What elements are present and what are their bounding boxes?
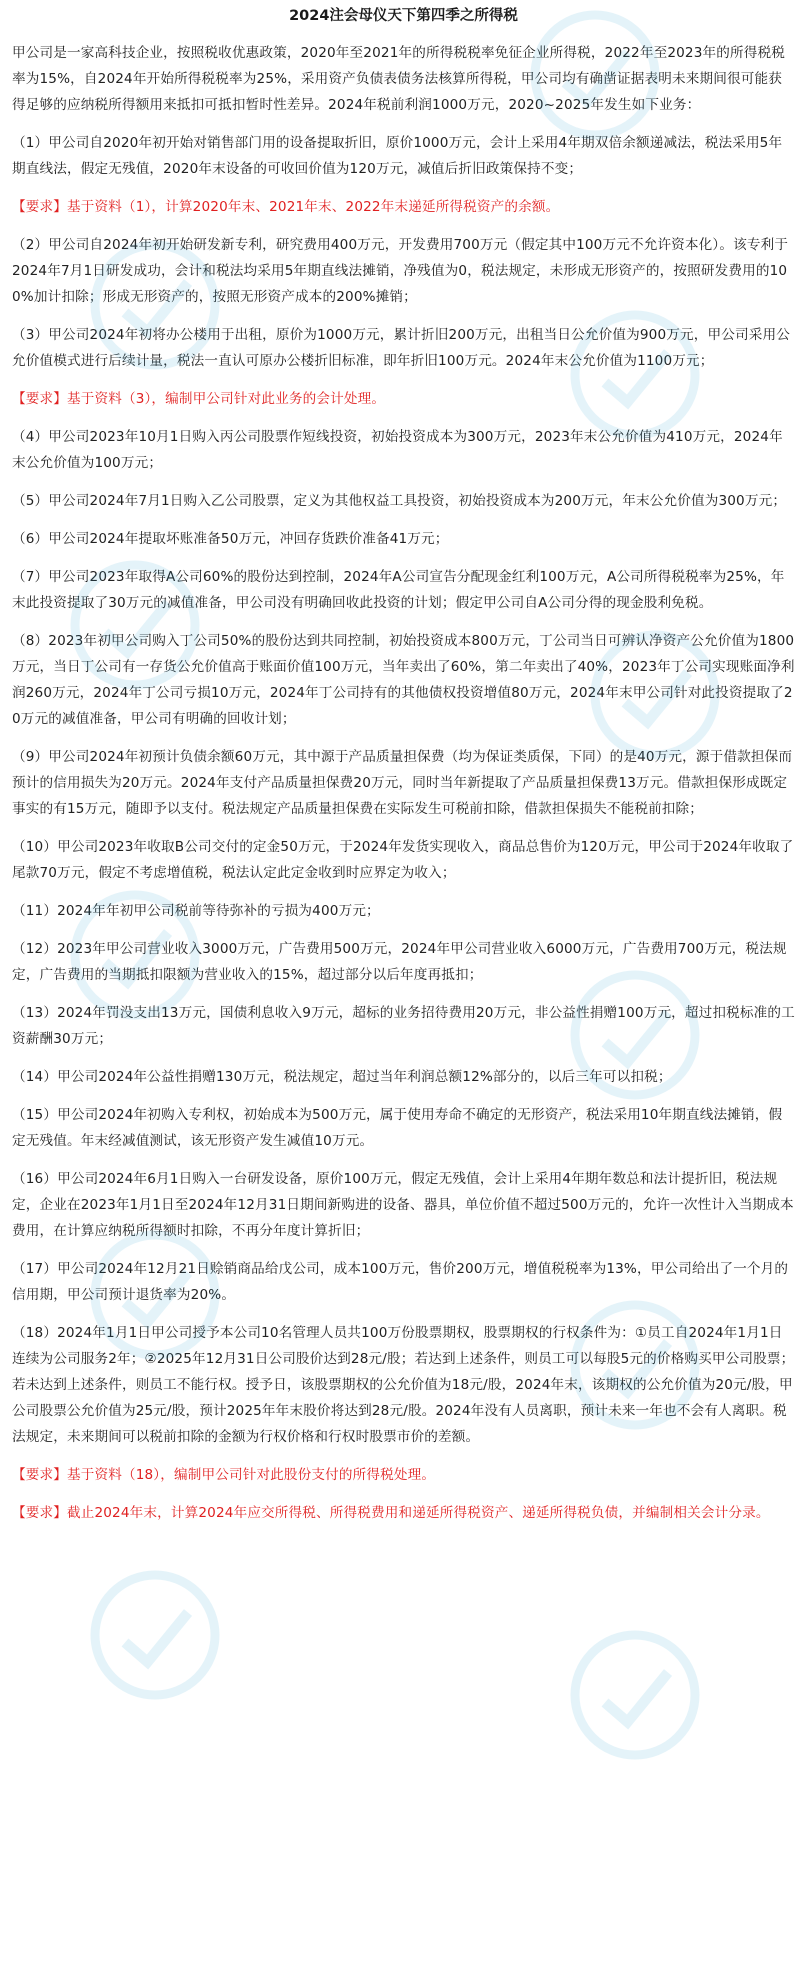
item-2: （2）甲公司自2024年初开始研发新专利，研究费用400万元，开发费用700万元（假定其中100万元不允许资本化）。该专利于2024年7月1日研发成功，会计和税法均采用5年期直线法摊销，净残值为0，税法规定，未形成无形资产的，按照研发费用的100%加计扣除；形成无形资产的，按照无形资产成本的200%摊销；	[12, 237, 789, 305]
item-10: （10）甲公司2023年收取B公司交付的定金50万元，于2024年发货实现收入，商品总售价为120万元，甲公司于2024年收取了尾款70万元，假定不考虑增值税，税法认定此定金收到时应界定为收入；	[12, 839, 794, 881]
item-16: （16）甲公司2024年6月1日购入一台研发设备，原价100万元，假定无残值，会计上采用4年期年数总和法计提折旧，税法规定，企业在2023年1月1日至2024年12月31日期间新购进的设备、器具，单位价值不超过500万元的，允许一次性计入当期成本费用，在计算应纳税所得额时扣除，不再分年度计算折旧；	[12, 1171, 794, 1239]
items-list	[12, 130, 795, 1526]
requirement-1: 【要求】基于资料（1），计算2020年末、2021年末、2022年末递延所得税资产的余额。	[12, 199, 560, 215]
item-11: （11）2024年年初甲公司税前等待弥补的亏损为400万元；	[12, 903, 380, 919]
item-9: （9）甲公司2024年初预计负债余额60万元，其中源于产品质量担保费（均为保证类质保，下同）的是40万元，源于借款担保而预计的信用损失为20万元。2024年支付产品质量担保费20万元，同时当年新提取了产品质量担保费13万元。借款担保形成既定事实的有15万元，随即予以支付。税法规定产品质量担保费在实际发生可税前扣除，借款担保损失不能税前扣除；	[12, 749, 793, 817]
requirement-3: 【要求】基于资料（3），编制甲公司针对此业务的会计处理。	[12, 391, 386, 407]
item-17: （17）甲公司2024年12月21日赊销商品给戊公司，成本100万元，售价200万元，增值税税率为13%，甲公司给出了一个月的信用期，甲公司预计退货率为20%。	[12, 1261, 789, 1303]
watermark-logo	[80, 1560, 230, 1710]
intro-paragraph: 甲公司是一家高科技企业，按照税收优惠政策，2020年至2021年的所得税税率免征企业所得税，2022年至2023年的所得税税率为15%，自2024年开始所得税税率为25%，采用资产负债表债务法核算所得税，甲公司均有确凿证据表明未来期间很可能获得足够的应纳税所得额用来抵扣可抵扣暂时性差异。2024年税前利润1000万元，2020~2025年发生如下业务：	[12, 45, 785, 113]
item-6: （6）甲公司2024年提取坏账准备50万元，冲回存货跌价准备41万元；	[12, 531, 449, 547]
item-4: （4）甲公司2023年10月1日购入丙公司股票作短线投资，初始投资成本为300万元，2023年末公允价值为410万元，2024年末公允价值为100万元；	[12, 429, 783, 471]
watermark-logo	[560, 1620, 710, 1770]
item-15: （15）甲公司2024年初购入专利权，初始成本为500万元，属于使用寿命不确定的无形资产，税法采用10年期直线法摊销，假定无残值。年末经减值测试，该无形资产发生减值10万元。	[12, 1107, 783, 1149]
item-3: （3）甲公司2024年初将办公楼用于出租，原价为1000万元，累计折旧200万元，出租当日公允价值为900万元，甲公司采用公允价值模式进行后续计量，税法一直认可原办公楼折旧标准，即年折旧100万元。2024年末公允价值为1100万元；	[12, 327, 790, 369]
item-5: （5）甲公司2024年7月1日购入乙公司股票，定义为其他权益工具投资，初始投资成本为200万元，年末公允价值为300万元；	[12, 493, 787, 509]
item-8: （8）2023年初甲公司购入丁公司50%的股份达到共同控制，初始投资成本800万元，丁公司当日可辨认净资产公允价值为1800万元，当日丁公司有一存货公允价值高于账面价值100万元，当年卖出了60%，第二年卖出了40%，2023年丁公司实现账面净利润260万元，2024年丁公司亏损10万元，2024年丁公司持有的其他债权投资增值80万元，2024年末甲公司针对此投资提取了20万元的减值准备，甲公司有明确的回收计划；	[12, 633, 795, 727]
item-1: （1）甲公司自2020年初开始对销售部门用的设备提取折旧，原价1000万元，会计上采用4年期双倍余额递减法，税法采用5年期直线法，假定无残值，2020年末设备的可收回价值为120万元，减值后折旧政策保持不变；	[12, 135, 783, 177]
item-18: （18）2024年1月1日甲公司授予本公司10名管理人员共100万份股票期权，股票期权的行权条件为：①员工自2024年1月1日连续为公司服务2年；②2025年12月31日公司股价达到28元/股；若达到上述条件，则员工可以每股5元的价格购买甲公司股票；若未达到上述条件，则员工不能行权。授予日，该股票期权的公允价值为18元/股，2024年末，该期权的公允价值为20元/股，甲公司股票公允价值为25元/股，预计2025年年末股价将达到28元/股。2024年没有人员离职，预计未来一年也不会有人离职。税法规定，未来期间可以税前扣除的金额为行权价格和行权时股票市价的差额。	[12, 1325, 795, 1445]
document-title: 2024注会母仪天下第四季之所得税	[289, 8, 518, 24]
requirement-18: 【要求】基于资料（18），编制甲公司针对此股份支付的所得税处理。	[12, 1467, 436, 1483]
item-14: （14）甲公司2024年公益性捐赠130万元，税法规定，超过当年利润总额12%部分的，以后三年可以扣税；	[12, 1069, 672, 1085]
requirement-final: 【要求】截止2024年末，计算2024年应交所得税、所得税费用和递延所得税资产、递延所得税负债，并编制相关会计分录。	[12, 1505, 770, 1521]
item-7: （7）甲公司2023年取得A公司60%的股份达到控制，2024年A公司宣告分配现金红利100万元，A公司所得税税率为25%，年末此投资提取了30万元的减值准备，甲公司没有明确回收此投资的计划；假定甲公司自A公司分得的现金股利免税。	[12, 569, 785, 611]
item-13: （13）2024年罚没支出13万元，国债利息收入9万元，超标的业务招待费用20万元，非公益性捐赠100万元，超过扣税标准的工资薪酬30万元；	[12, 1005, 795, 1047]
item-12: （12）2023年甲公司营业收入3000万元，广告费用500万元，2024年甲公司营业收入6000万元，广告费用700万元，税法规定，广告费用的当期抵扣限额为营业收入的15%，超过部分以后年度再抵扣；	[12, 941, 787, 983]
